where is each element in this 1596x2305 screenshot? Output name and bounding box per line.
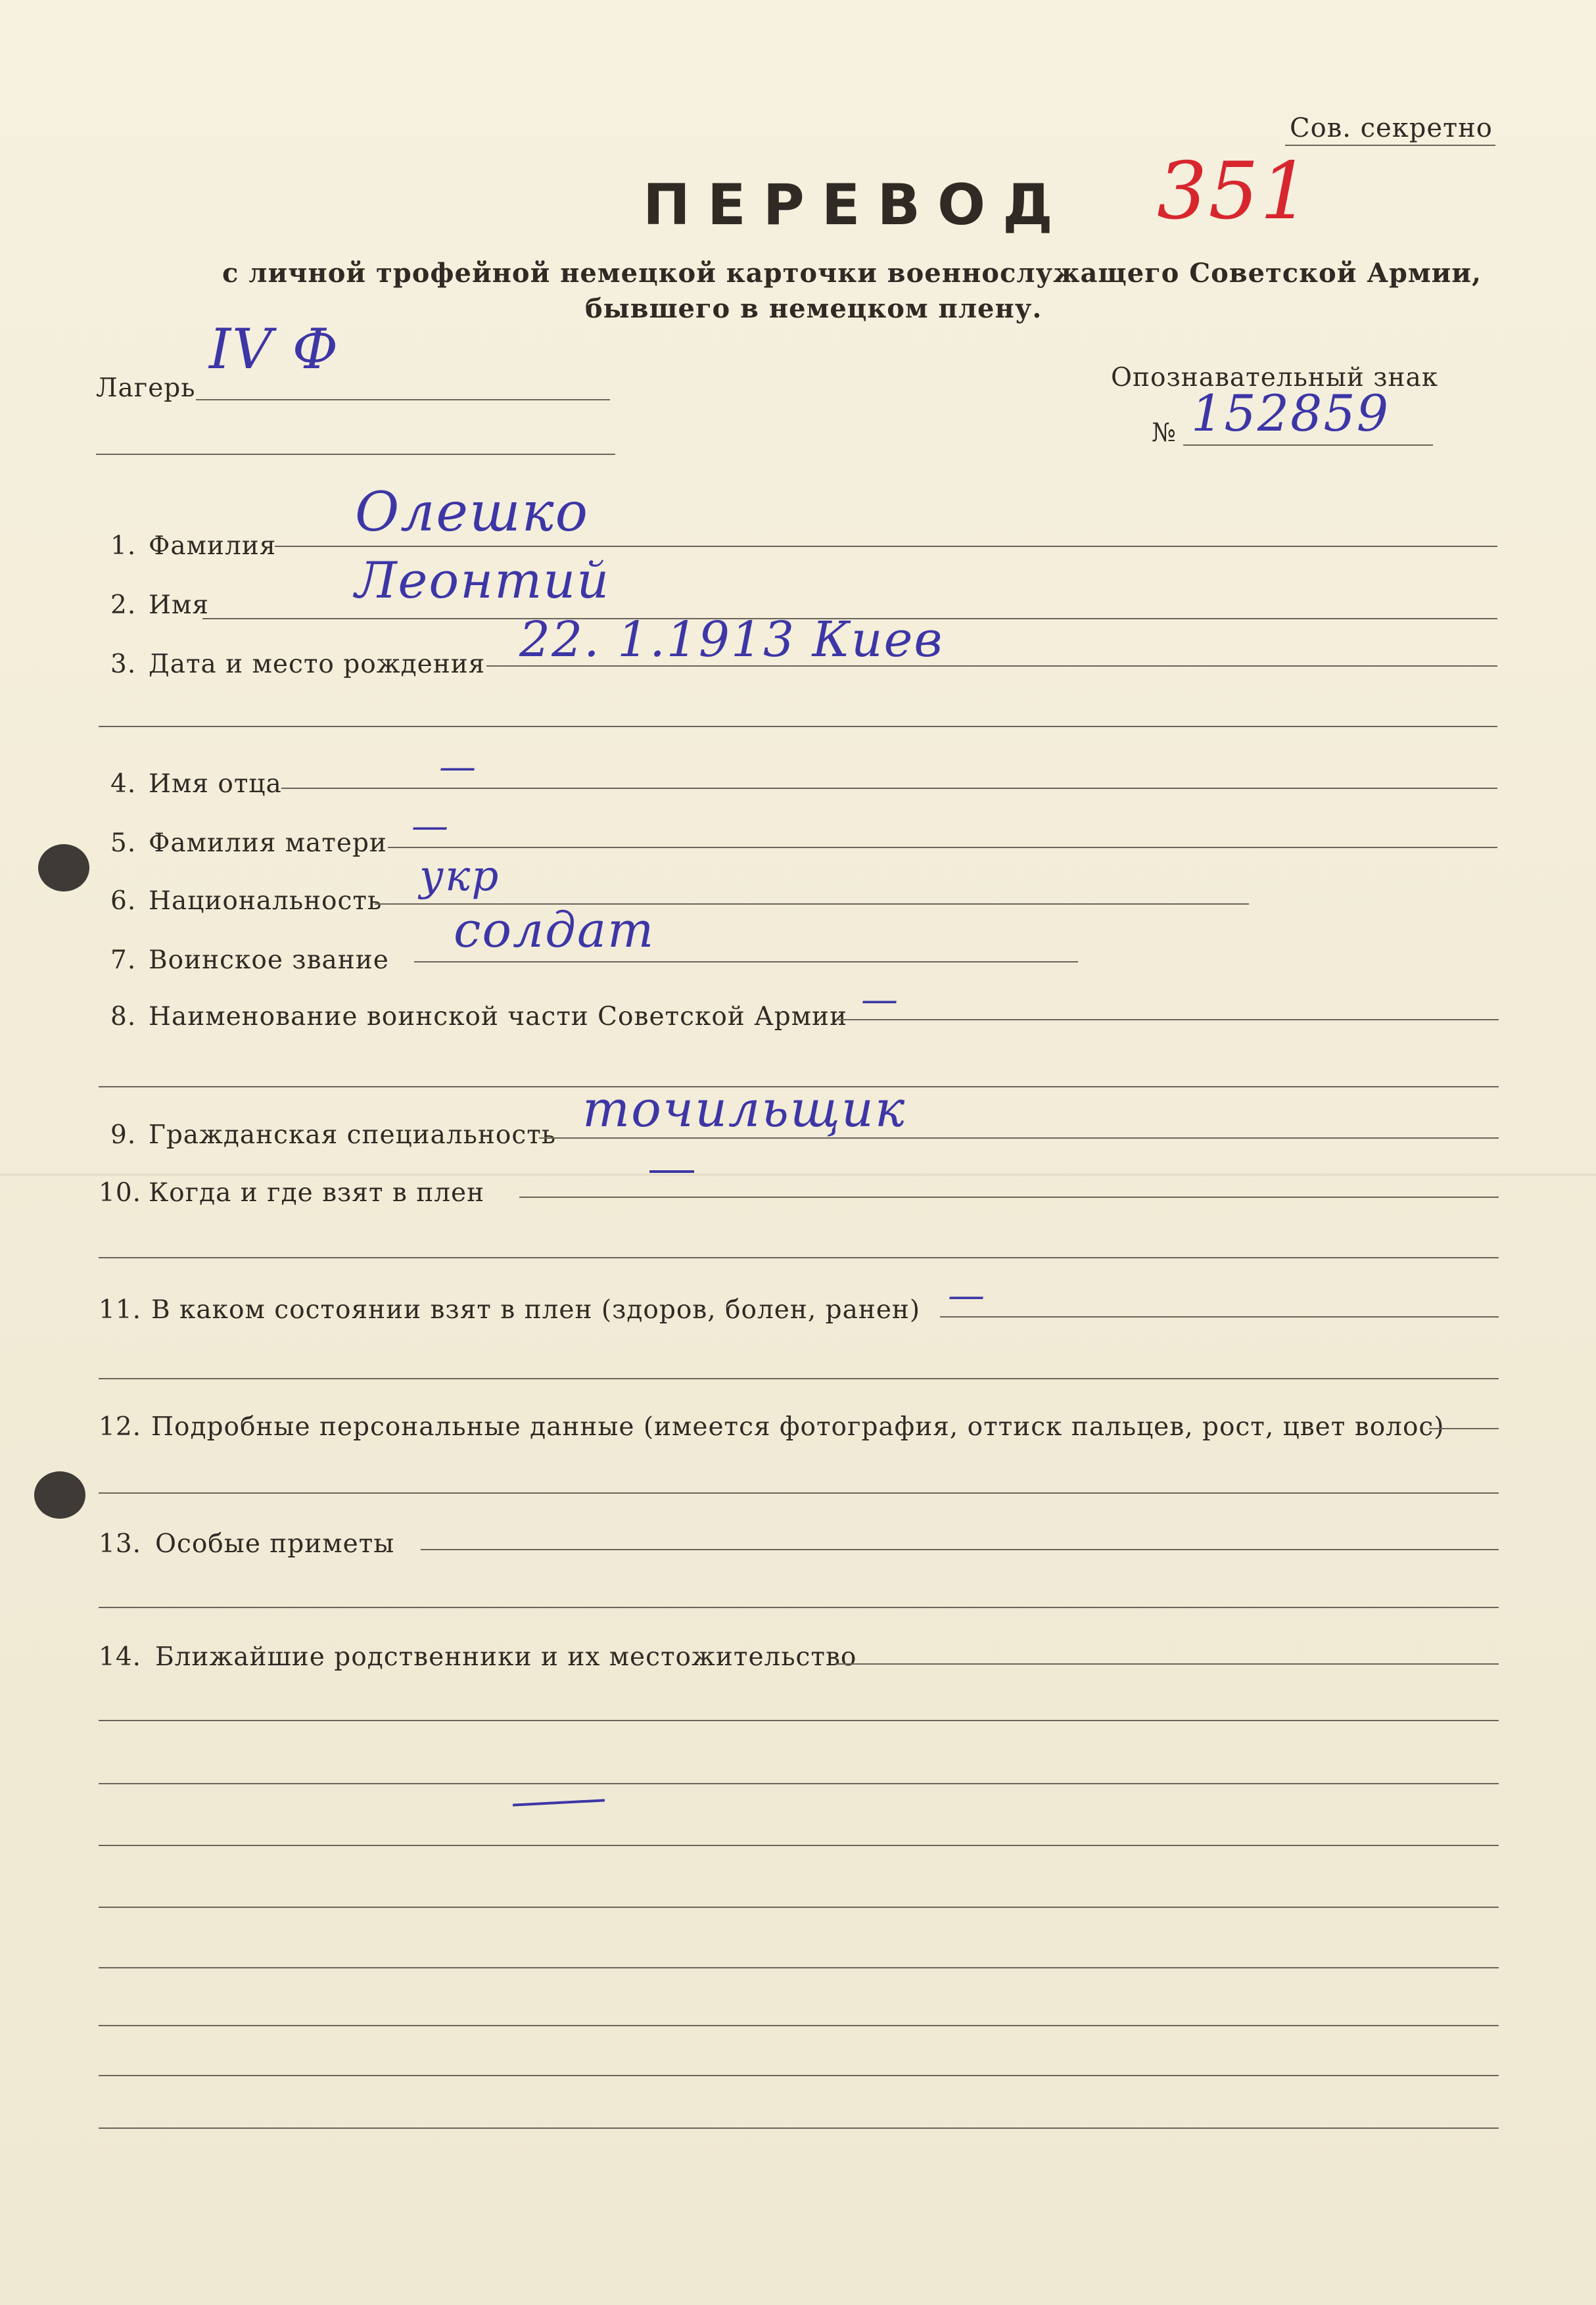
camp-line-2 [96, 454, 615, 455]
surname-label: Фамилия [149, 531, 277, 561]
personal-data-line-2 [99, 1492, 1499, 1494]
special-marks-line [421, 1549, 1499, 1550]
capture-condition-label: В каком состоянии взят в плен (здоров, болен, ранен) [151, 1295, 921, 1325]
relatives-line [99, 2127, 1499, 2129]
capture-label: Когда и где взят в плен [149, 1178, 485, 1208]
relatives-line [99, 1845, 1499, 1846]
field-number: 12. [99, 1412, 142, 1442]
unit-label: Наименование воинской части Советской Армии [149, 1002, 848, 1032]
father-name-value: — [439, 746, 477, 788]
field-number: 9. [110, 1120, 137, 1150]
special-marks-line-2 [99, 1607, 1499, 1608]
birth-label: Дата и место рождения [149, 650, 486, 679]
field-number: 14. [99, 1642, 142, 1672]
relatives-line [99, 1783, 1499, 1784]
mother-surname-value: — [411, 805, 450, 847]
first-name-value: Леонтий [355, 551, 611, 609]
birth-value: 22. 1.1913 Киев [519, 611, 944, 668]
relatives-line [836, 1663, 1499, 1665]
camp-value: IV Ф [209, 317, 340, 381]
field-number: 3. [110, 650, 137, 679]
civil-profession-label: Гражданская специальность [149, 1120, 557, 1150]
red-pencil-number: 351 [1157, 146, 1312, 237]
paper-fold [0, 1174, 1596, 1176]
first-name-label: Имя [149, 590, 209, 620]
ident-line [1183, 444, 1433, 446]
relatives-line [99, 1907, 1499, 1908]
personal-data-line [1429, 1428, 1499, 1429]
pen-stroke [649, 1170, 694, 1173]
field-number: 7. [110, 945, 137, 975]
personal-data-label: Подробные персональные данные (имеется фотография, оттиск пальцев, рост, цвет волос) [151, 1412, 1445, 1442]
capture-condition-line [940, 1316, 1499, 1318]
camp-line [196, 399, 610, 400]
rank-label: Воинское звание [149, 945, 389, 975]
field-number: 5. [110, 828, 137, 858]
unit-line [835, 1019, 1499, 1020]
subtitle-line-1: с личной трофейной немецкой карточки военнослужащего Советской Армии, [222, 258, 1482, 289]
subtitle-line-2: бывшего в немецком плену. [585, 293, 1043, 324]
birth-line-2 [99, 726, 1497, 727]
unit-value: — [861, 978, 899, 1021]
punch-hole [38, 844, 89, 891]
civil-profession-value: точильщик [582, 1080, 906, 1138]
relatives-label: Ближайшие родственники и их местожительство [155, 1642, 857, 1672]
capture-line [519, 1197, 1499, 1198]
capture-condition-line-2 [99, 1378, 1499, 1379]
rank-value: солдат [454, 902, 655, 959]
field-number: 6. [110, 886, 137, 916]
field-number: 1. [110, 531, 137, 561]
classification-mark: Сов. секретно [1290, 113, 1493, 143]
capture-condition-value: — [948, 1274, 986, 1317]
document-title: ПЕРЕВОД [643, 172, 1070, 238]
field-number: 8. [110, 1002, 137, 1032]
classification-underline [1285, 145, 1495, 146]
camp-label: Лагерь [96, 373, 196, 403]
father-name-label: Имя отца [149, 769, 282, 799]
relatives-line [99, 2025, 1499, 2026]
special-marks-label: Особые приметы [155, 1529, 395, 1559]
capture-line-2 [99, 1257, 1499, 1258]
ident-value: 152859 [1191, 384, 1390, 442]
field-number: 10. [99, 1178, 142, 1208]
field-number: 11. [99, 1295, 142, 1325]
rank-line [414, 961, 1078, 962]
punch-hole [34, 1471, 85, 1519]
field-number: 4. [110, 769, 137, 799]
relatives-line [99, 1720, 1499, 1721]
mother-surname-line [388, 847, 1497, 848]
ident-label: Опознавательный знак [1111, 363, 1439, 392]
field-number: 13. [99, 1529, 142, 1559]
nationality-value: укр [419, 852, 500, 901]
surname-value: Олешко [355, 481, 589, 544]
ident-no-label: № [1152, 418, 1177, 448]
relatives-line [99, 1967, 1499, 1968]
nationality-label: Национальность [149, 886, 383, 916]
field-number: 2. [110, 590, 137, 620]
mother-surname-label: Фамилия матери [149, 828, 387, 858]
relatives-line [99, 2075, 1499, 2076]
surname-line [275, 546, 1497, 547]
